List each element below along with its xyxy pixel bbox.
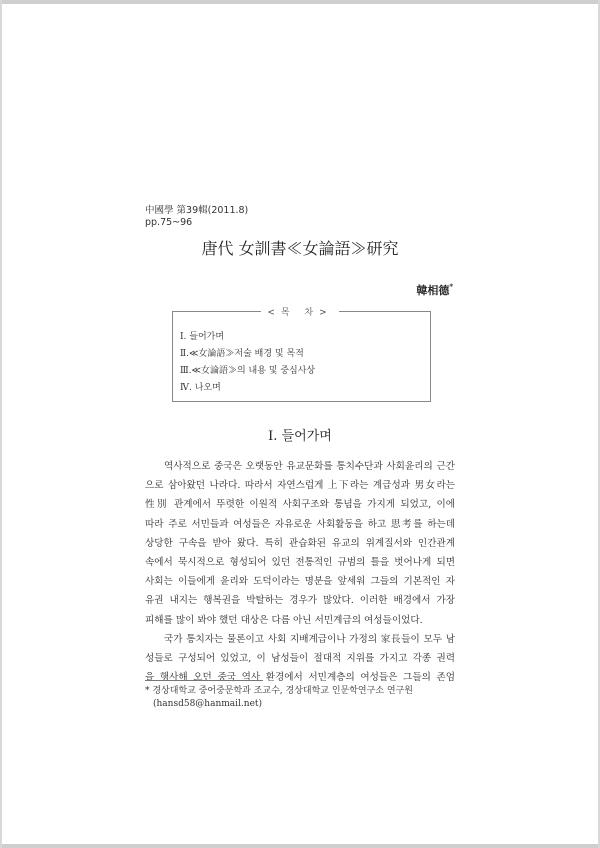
- paper-title: 唐代 女訓書≪女論語≫研究: [201, 239, 399, 258]
- toc-item: Ⅱ.≪女論語≫저술 배경 및 목적: [180, 349, 304, 359]
- body-line: 국가 통치자는 물론이고 사회 지배계급이나 가정의 家長들이 모두 남: [164, 633, 455, 645]
- toc-header: [0, 305, 600, 318]
- author: [416, 282, 453, 298]
- body-line: 사회는 이들에게 윤리와 도덕이라는 명분을 앞세워 그들의 기본적인 자: [145, 576, 455, 588]
- footnote-rule: [145, 680, 263, 681]
- body-line: 性別 관계에서 뚜렷한 이원적 사회구조와 통념을 가지게 되었고, 이에: [145, 499, 455, 511]
- footnote-email: (hansd58@hanmail.net): [153, 699, 263, 709]
- page-edge-bottom: [0, 844, 600, 848]
- body-line: 을 행사해 오던 중국 역사 환경에서 서민계층의 여성들은 그들의 존엄: [145, 672, 455, 684]
- journal-citation: [145, 205, 248, 229]
- toc-item: Ⅳ. 나오며: [180, 383, 221, 393]
- footnote-affiliation: * 경상대학교 중어중문학과 조교수, 경상대학교 인문학연구소 연구원: [145, 686, 413, 696]
- body-text: [145, 457, 455, 687]
- body-line: 속에서 묵시적으로 형성되어 있던 전통적인 규범의 틀을 벗어나게 되면: [145, 556, 455, 568]
- toc-list: [180, 329, 315, 397]
- journal-issue: 中國學 第39輯(2011.8): [145, 205, 249, 216]
- toc-item: Ⅲ.≪女論語≫의 내용 및 중심사상: [180, 366, 316, 376]
- body-line: 따라 주로 서민들과 여성들은 자유로운 사회활동을 하고 思考를 하는데: [145, 518, 455, 530]
- section-heading: Ⅰ. 들어가며: [268, 429, 332, 444]
- body-line: 으로 삼아왔던 나라다. 따라서 자연스럽게 上下라는 계급성과 男女라는: [145, 480, 455, 492]
- body-line: 상당한 구속을 받아 왔다. 특히 관습화된 유교의 위계질서와 인간관계: [145, 537, 455, 549]
- author-footnote-mark: *: [449, 282, 453, 291]
- journal-pages: pp.75~96: [145, 217, 193, 228]
- body-line: 성들로 구성되어 있었고, 이 남성들이 절대적 지위를 가지고 각종 권력: [145, 652, 455, 664]
- author-name: 韓相德: [416, 284, 450, 297]
- page-edge-left: [0, 0, 2, 848]
- footnote: [145, 685, 413, 711]
- body-line: 역사적으로 중국은 오랫동안 유교문화를 통치수단과 사회윤리의 근간: [164, 461, 455, 472]
- toc-header-label: <목 차>: [261, 308, 338, 318]
- page-edge-top: [0, 0, 600, 4]
- toc-item: Ⅰ. 들어가며: [180, 332, 225, 342]
- body-line: 피해를 많이 봐야 했던 대상은 다름 아닌 서민계급의 여성들이었다.: [145, 614, 423, 626]
- body-line: 유권 내지는 행복권을 박탈하는 경우가 많았다. 이러한 배경에서 가장: [145, 595, 455, 607]
